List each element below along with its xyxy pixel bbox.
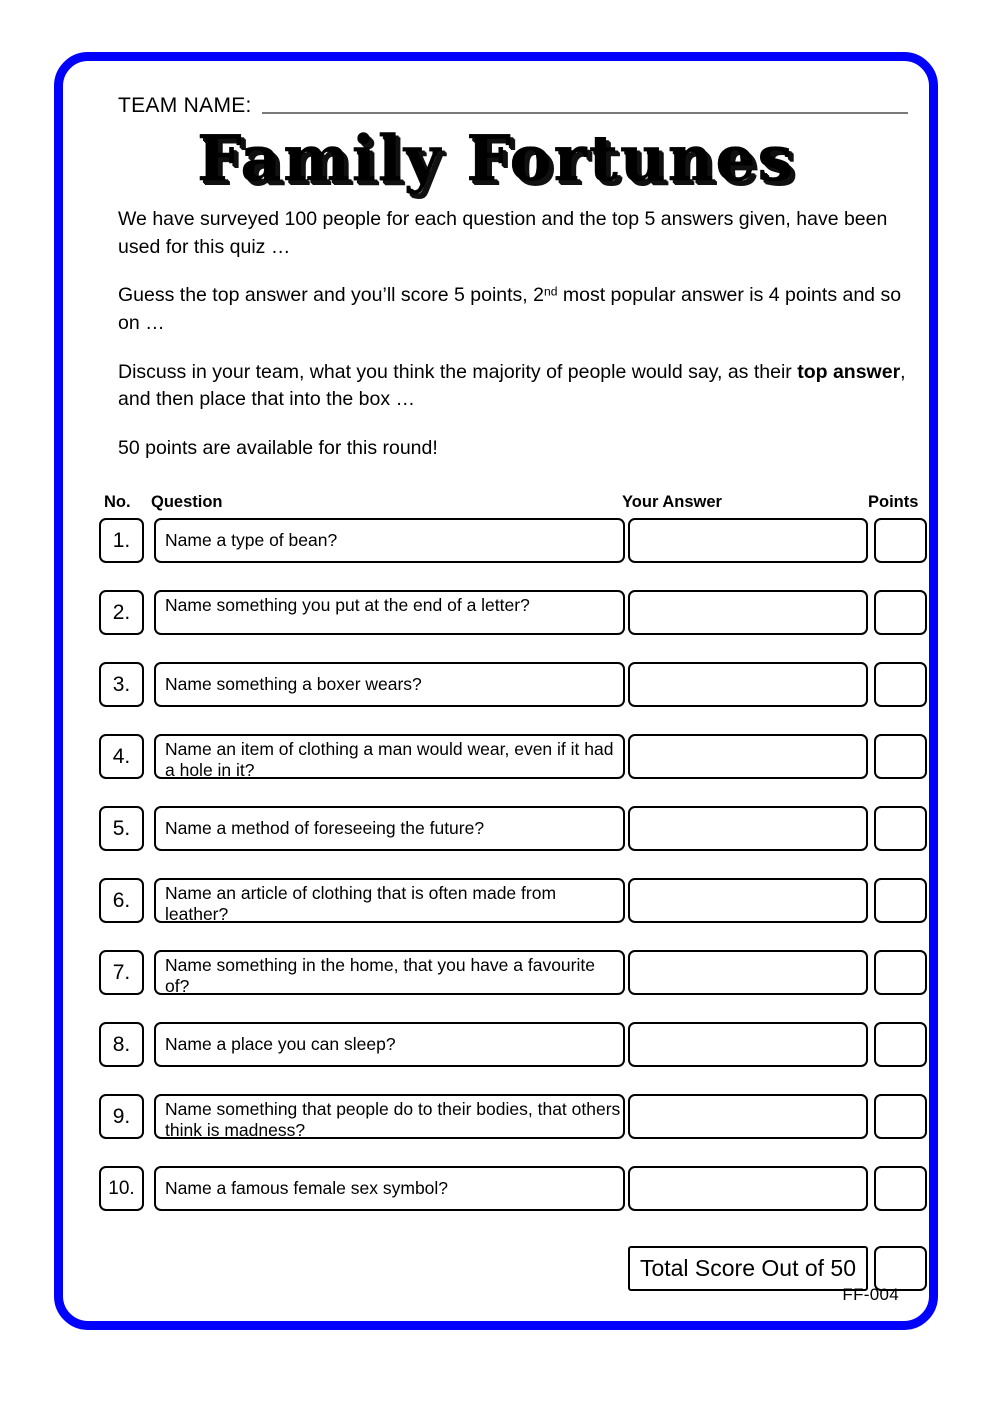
question-box (154, 1022, 625, 1067)
question-text: Name something you put at the end of a letter? (165, 595, 530, 615)
instruction-2-before: Guess the top answer and you’ll score 5 points, 2 (118, 284, 544, 307)
blue-border-frame (54, 52, 938, 1330)
page-title: Family Fortunes (197, 121, 795, 195)
question-box (154, 518, 625, 563)
total-score-row (99, 1246, 929, 1291)
question-box (154, 878, 625, 923)
instruction-3-emphasis: top answer (797, 360, 901, 383)
answer-input-box[interactable] (628, 734, 868, 779)
column-header-answer: Your Answer (622, 493, 722, 511)
table-row (99, 734, 929, 779)
points-input-box[interactable] (874, 518, 927, 563)
points-input-box[interactable] (874, 662, 927, 707)
points-input-box[interactable] (874, 806, 927, 851)
instruction-paragraph-2 (118, 282, 908, 337)
question-text: Name something in the home, that you have a favourite of? (165, 955, 595, 996)
answer-input-box[interactable] (628, 1022, 868, 1067)
instruction-3-after: , and then place that into the box … (118, 360, 906, 411)
ordinal-suffix: nd (544, 284, 558, 299)
row-number-box: 7. (99, 950, 144, 995)
question-text: Name a method of foreseeing the future? (165, 818, 485, 838)
instruction-2-after: most popular answer is 4 points and so on … (118, 284, 902, 335)
instructions-block (118, 206, 908, 463)
row-number-box: 3. (99, 662, 144, 707)
row-number-box: 4. (99, 734, 144, 779)
table-row (99, 950, 929, 995)
table-row (99, 806, 929, 851)
row-number-box: 1. (99, 518, 144, 563)
table-row (99, 590, 929, 635)
question-box (154, 950, 625, 995)
table-row (99, 1022, 929, 1067)
table-row (99, 1094, 929, 1139)
points-input-box[interactable] (874, 590, 927, 635)
team-name-write-line[interactable] (262, 112, 908, 114)
answer-input-box[interactable] (628, 806, 868, 851)
points-input-box[interactable] (874, 878, 927, 923)
table-row (99, 878, 929, 923)
question-text: Name something a boxer wears? (165, 674, 422, 694)
instruction-3-before: Discuss in your team, what you think the majority of people would say, as their (118, 360, 798, 383)
points-input-box[interactable] (874, 1166, 927, 1211)
instruction-paragraph-4: 50 points are available for this round! (118, 437, 438, 460)
points-input-box[interactable] (874, 1094, 927, 1139)
question-text: Name a place you can sleep? (165, 1034, 396, 1054)
table-row (99, 1166, 929, 1211)
answer-input-box[interactable] (628, 590, 868, 635)
team-name-label: TEAM NAME: (118, 94, 252, 117)
question-box (154, 1166, 625, 1211)
question-box (154, 590, 625, 635)
question-text: Name an article of clothing that is often made from leather? (165, 883, 557, 924)
question-box (154, 662, 625, 707)
column-header-question: Question (151, 493, 223, 511)
question-text: Name a famous female sex symbol? (165, 1178, 449, 1198)
row-number-box: 6. (99, 878, 144, 923)
answer-input-box[interactable] (628, 1166, 868, 1211)
points-input-box[interactable] (874, 950, 927, 995)
points-input-box[interactable] (874, 734, 927, 779)
column-header-no: No. (104, 493, 131, 511)
answer-input-box[interactable] (628, 878, 868, 923)
answer-input-box[interactable] (628, 662, 868, 707)
points-input-box[interactable] (874, 1022, 927, 1067)
team-name-row (118, 94, 908, 118)
question-box (154, 806, 625, 851)
instruction-paragraph-3 (118, 359, 908, 414)
sheet-code: FF-004 (842, 1285, 899, 1304)
question-box (154, 734, 625, 779)
question-text: Name a type of bean? (165, 530, 338, 550)
row-number-box: 9. (99, 1094, 144, 1139)
question-text: Name an item of clothing a man would wear, even if it had a hole in it? (165, 739, 614, 780)
column-header-points: Points (868, 493, 919, 511)
row-number-box: 5. (99, 806, 144, 851)
instruction-paragraph-1: We have surveyed 100 people for each question and the top 5 answers given, have been used for this quiz … (118, 208, 888, 258)
row-number-box: 8. (99, 1022, 144, 1067)
question-text: Name something that people do to their bodies, that others think is madness? (165, 1099, 621, 1140)
table-row (99, 518, 929, 563)
total-score-label: Total Score Out of 50 (639, 1255, 857, 1281)
total-score-label-box (628, 1246, 868, 1291)
answer-input-box[interactable] (628, 950, 868, 995)
answer-input-box[interactable] (628, 1094, 868, 1139)
table-row (99, 662, 929, 707)
row-number-box: 2. (99, 590, 144, 635)
question-box (154, 1094, 625, 1139)
answer-input-box[interactable] (628, 518, 868, 563)
row-number-box: 10. (99, 1166, 144, 1211)
